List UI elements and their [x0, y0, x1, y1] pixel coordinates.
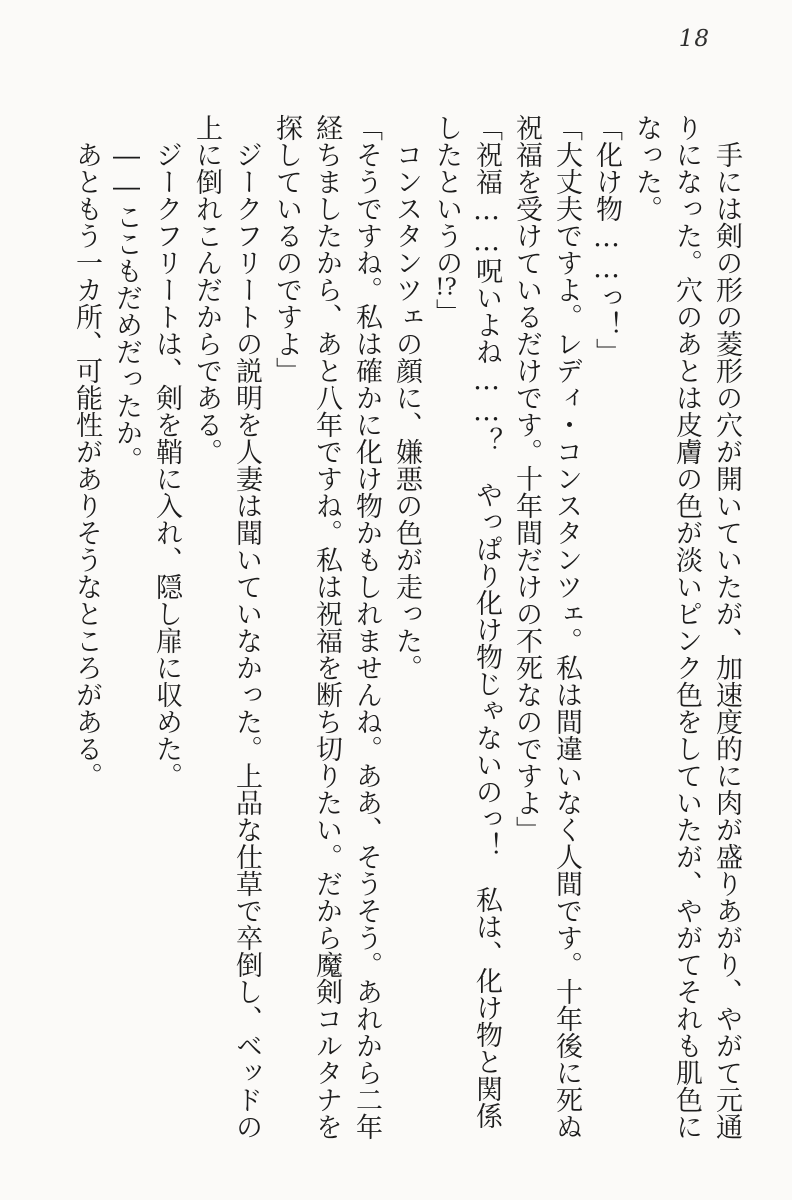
paragraph: ジークフリートの説明を人妻は聞いていなかった。上品な仕草で卒倒し、ベッドの上に倒れこんだからである。 — [191, 114, 262, 1140]
paragraph: 「そうですね。私は確かに化け物かもしれませんね。ああ、そうそう。あれから二年経ちましたから、あと八年ですね。私は祝福を断ち切りたい。だから魔剣コルタナを探しているのですよ」 — [271, 114, 382, 1140]
paragraph: あともう一カ所、可能性がありそうなところがある。 — [71, 141, 102, 789]
paragraph: ――ここもだめだったか。 — [111, 141, 142, 473]
page-text — [62, 114, 746, 1144]
page-number: 18 — [678, 26, 710, 52]
tatechuyoko-exclamation-question: !? — [435, 276, 457, 299]
paragraph: コンスタンツェの顔に、嫌悪の色が走った。 — [391, 141, 422, 681]
paragraph: 手には剣の形の菱形の穴が開いていたが、加速度的に肉が盛りあがり、やがて元通りになった。穴のあとは皮膚の色が淡いピンク色をしていたが、やがてそれも肌色になった。 — [631, 114, 742, 1140]
paragraph: 「大丈夫ですよ。レディ・コンスタンツェ。私は間違いなく人間です。十年後に死ぬ祝福を受けているだけです。十年間だけの不死なのですよ」 — [511, 114, 582, 1140]
paragraph: 「化け物……っ！」 — [591, 114, 622, 365]
paragraph: 「祝福……呪いよね……？ やっぱり化け物じゃないのっ！ 私は、化け物と関係したというの!?」 — [431, 114, 502, 1129]
paragraph: ジークフリートは、剣を鞘に入れ、隠し扉に収めた。 — [151, 141, 182, 789]
